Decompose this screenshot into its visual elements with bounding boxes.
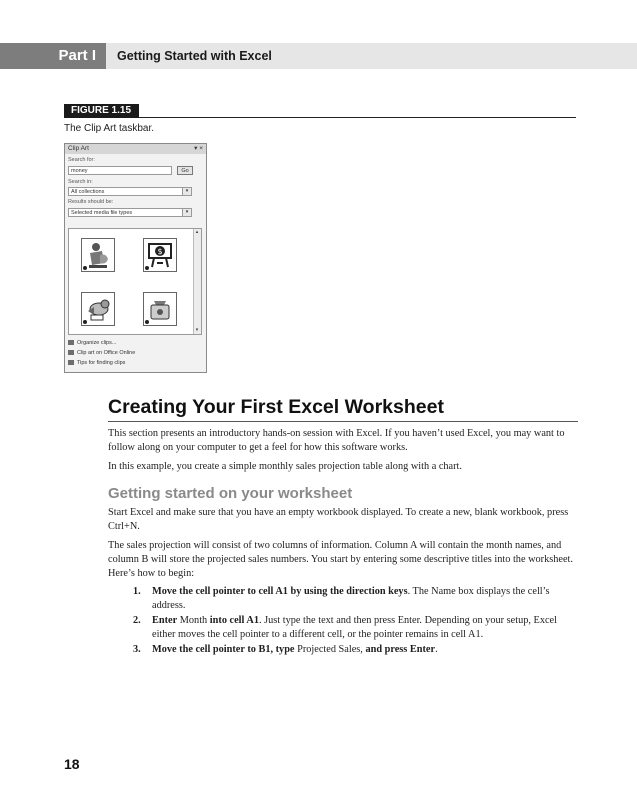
search-in-label: Search in: — [68, 179, 93, 185]
running-header-title: Getting Started with Excel — [117, 49, 272, 63]
results-select[interactable] — [68, 208, 192, 217]
search-in-value: All collections — [71, 189, 105, 195]
money-bag-icon — [144, 293, 176, 325]
clip-thumbnail[interactable] — [143, 292, 177, 326]
search-input[interactable]: money — [68, 166, 172, 175]
step-text: Enter Month into cell A1. Just type the text and then press Enter. Depending on your setup, Excel either moves the cell pointer to a different cell, or the pointer remains in cell A1. — [152, 615, 557, 640]
money-person-icon — [82, 239, 114, 271]
bird-money-icon — [82, 293, 114, 325]
clip-thumbnail[interactable] — [81, 238, 115, 272]
chevron-down-icon[interactable]: ▾ — [182, 188, 191, 195]
running-header — [0, 43, 637, 69]
results-label: Results should be: — [68, 199, 114, 205]
clip-thumbnail[interactable] — [143, 238, 177, 272]
step-3 — [108, 643, 578, 657]
figure-label: FIGURE 1.15 — [64, 104, 139, 118]
results-grid — [68, 228, 202, 335]
dollar-sign-icon — [144, 239, 176, 271]
chevron-down-icon[interactable]: ▾ — [182, 209, 191, 216]
organize-clips-link[interactable]: Organize clips... — [68, 340, 116, 346]
clip-thumbnail[interactable] — [81, 292, 115, 326]
figure-rule — [64, 117, 576, 118]
figure-caption: The Clip Art taskbar. — [64, 123, 155, 134]
intro-paragraph-2: In this example, you create a simple monthly sales projection table along with a chart. — [108, 461, 462, 472]
results-scrollbar[interactable] — [193, 229, 201, 334]
step-1 — [108, 585, 578, 613]
scroll-up-icon[interactable]: ▴ — [195, 229, 199, 235]
search-for-label: Search for: — [68, 157, 95, 163]
step-2 — [108, 614, 578, 642]
body-paragraph: Start Excel and make sure that you have an empty workbook displayed. To create a new, blank workbook, press Ctrl+N. — [108, 507, 569, 532]
part-label: Part I — [0, 43, 106, 69]
step-text: Move the cell pointer to cell A1 by using the direction keys. The Name box displays the cell’s address. — [152, 586, 550, 611]
search-in-select[interactable] — [68, 187, 192, 196]
tips-link[interactable]: Tips for finding clips — [68, 360, 125, 366]
step-text: Move the cell pointer to B1, type Projected Sales, and press Enter. — [152, 644, 438, 655]
clip-art-online-link[interactable]: Clip art on Office Online — [68, 350, 135, 356]
step-number: 3. — [133, 644, 141, 655]
pane-controls-icon[interactable]: ▾ × — [194, 145, 203, 152]
step-number: 1. — [133, 586, 141, 597]
pane-title: Clip Art — [65, 144, 206, 154]
heading-rule — [108, 421, 578, 422]
go-button[interactable]: Go — [177, 166, 193, 175]
scroll-down-icon[interactable]: ▾ — [195, 327, 199, 333]
help-icon — [68, 360, 74, 365]
clip-art-pane — [64, 143, 207, 373]
section-heading: Creating Your First Excel Worksheet — [108, 396, 444, 418]
results-value: Selected media file types — [71, 210, 133, 216]
step-number: 2. — [133, 615, 141, 626]
svg-text:$: $ — [157, 247, 163, 256]
subsection-heading: Getting started on your worksheet — [108, 485, 353, 502]
page-number: 18 — [64, 756, 80, 772]
body-paragraph-2: The sales projection will consist of two columns of information. Column A will contain the month names, and column B will store the projected sales numbers. You start by entering some descriptive titles into the worksheet. Here’s how to begin: — [108, 540, 573, 579]
organize-icon — [68, 340, 74, 345]
intro-paragraph: This section presents an introductory hands-on session with Excel. If you haven’t used Excel, you may want to follow along on your computer to get a feel for how this software works. — [108, 428, 565, 453]
globe-icon — [68, 350, 74, 355]
